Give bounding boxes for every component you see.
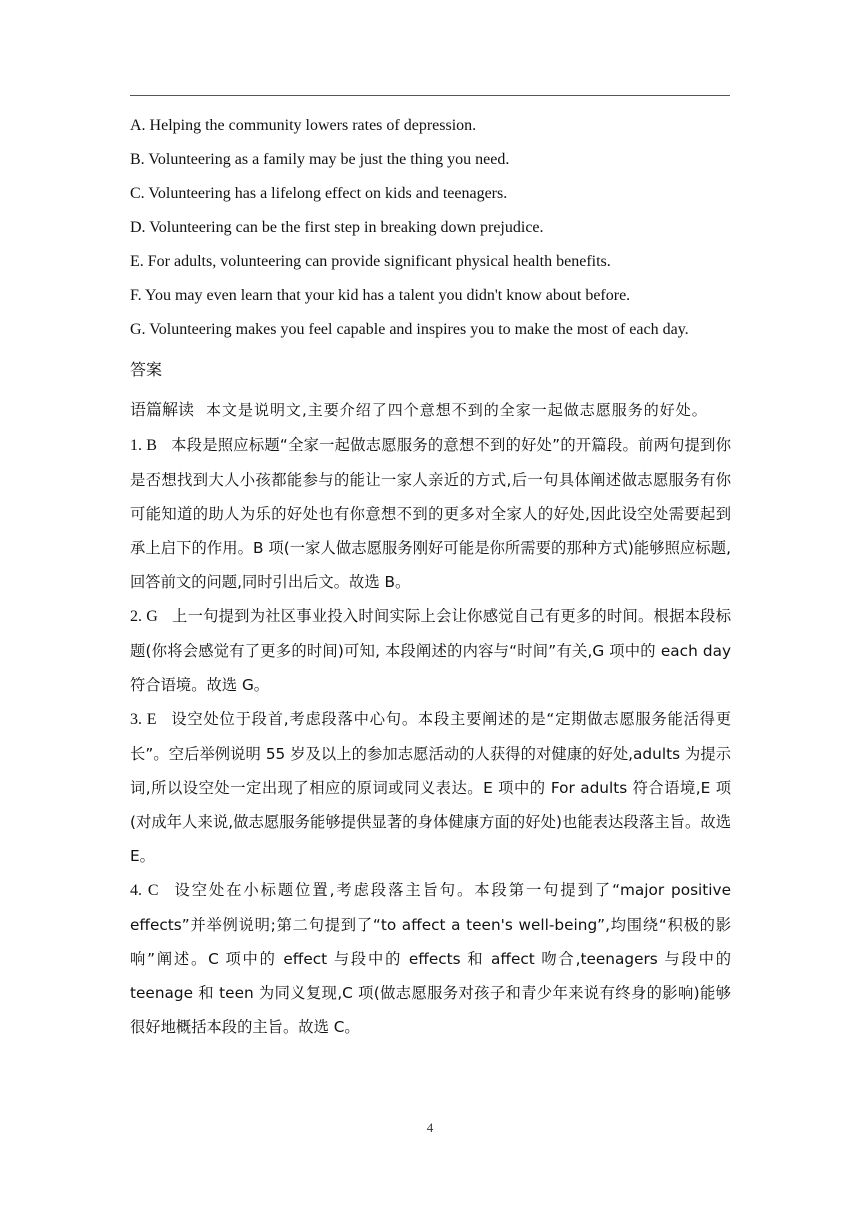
option-d: D. Volunteering can be the first step in breaking down prejudice.: [130, 219, 544, 236]
answer-4-number: 4. C: [130, 882, 159, 899]
option-g: G. Volunteering makes you feel capable and inspires you to make the most of each day.: [130, 321, 689, 338]
page-number: 4: [426, 1120, 434, 1135]
answer-4: [130, 873, 731, 1044]
option-a: A. Helping the community lowers rates of depression.: [130, 117, 477, 134]
option-f: F. You may even learn that your kid has a talent you didn't know about before.: [130, 287, 631, 304]
option-e: E. For adults, volunteering can provide significant physical health benefits.: [130, 253, 611, 270]
intro-text: 本文是说明文,主要介绍了四个意想不到的全家一起做志愿服务的好处。: [206, 401, 708, 419]
answer-3-text: 设空处位于段首,考虑段落中心句。本段主要阐述的是“定期做志愿服务能活得更长”。空后举例说明 55 岁及以上的参加志愿活动的人获得的对健康的好处,adults 为提示词,所以设空处一定出现了相应的原词或同义表达。E 项中的 For adults 符合语境,E 项(对成年人来说,做志愿服务能够提供显著的身体健康方面的好处)也能表达段落主旨。故选 E。: [130, 710, 731, 865]
passage-intro: [130, 393, 731, 428]
option-b: B. Volunteering as a family may be just the thing you need.: [130, 151, 510, 168]
answer-3: [130, 702, 731, 873]
intro-label: 语篇解读: [130, 400, 195, 419]
answer-heading: 答案: [130, 360, 163, 379]
answer-2: [130, 599, 731, 702]
answer-1: [130, 428, 731, 599]
answer-3-number: 3. E: [130, 711, 157, 728]
answer-2-text: 上一句提到为社区事业投入时间实际上会让你感觉自己有更多的时间。根据本段标题(你将会感觉有了更多的时间)可知, 本段阐述的内容与“时间”有关,G 项中的 each day 符合语境。故选 G。: [130, 607, 731, 694]
page-content: [130, 109, 731, 1044]
option-c: C. Volunteering has a lifelong effect on kids and teenagers.: [130, 185, 508, 202]
answer-1-text: 本段是照应标题“全家一起做志愿服务的意想不到的好处”的开篇段。前两句提到你是否想找到大人小孩都能参与的能让一家人亲近的方式,后一句具体阐述做志愿服务有你可能知道的助人为乐的好处也有你意想不到的更多对全家人的好处,因此设空处需要起到承上启下的作用。B 项(一家人做志愿服务刚好可能是你所需要的那种方式)能够照应标题,回答前文的问题,同时引出后文。故选 B。: [130, 436, 732, 591]
answer-2-number: 2. G: [130, 608, 158, 625]
header-rule: [130, 95, 730, 96]
answer-1-number: 1. B: [130, 437, 157, 454]
answer-4-text: 设空处在小标题位置,考虑段落主旨句。本段第一句提到了“major positive effects”并举例说明;第二句提到了“to affect a teen's well-being”,均围绕“积极的影响”阐述。C 项中的 effect 与段中的 effects 和 affect 吻合,teenagers 与段中的 teenage 和 teen 为同义复现,C 项(做志愿服务对孩子和青少年来说有终身的影响)能够很好地概括本段的主旨。故选 C。: [130, 881, 731, 1036]
